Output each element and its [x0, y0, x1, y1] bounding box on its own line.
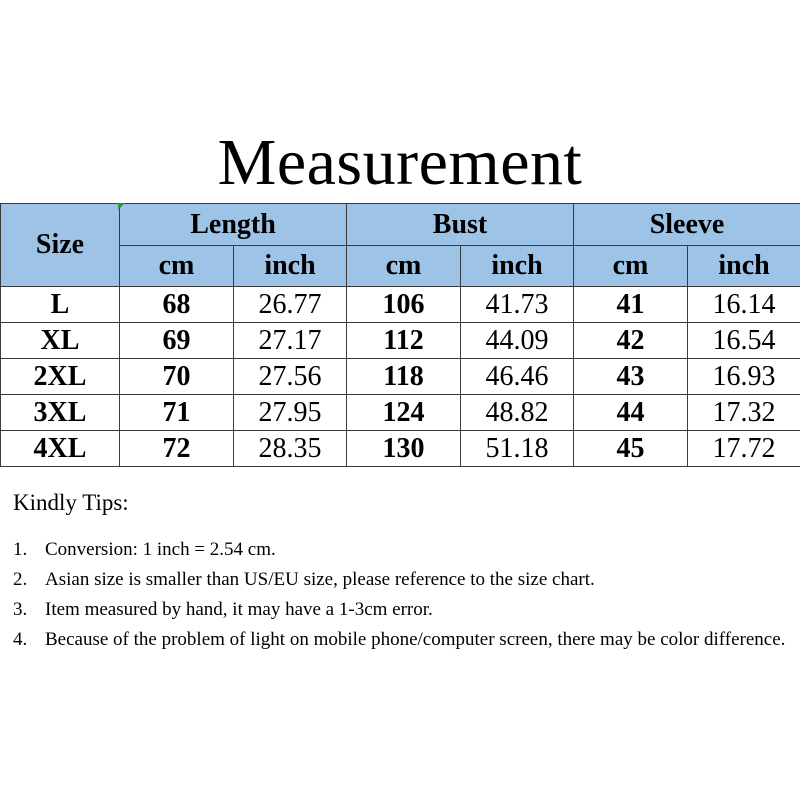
- length-cm-cell: 68: [120, 287, 234, 323]
- sleeve-cm-cell: 44: [574, 395, 688, 431]
- sleeve-inch-cell: 17.72: [688, 431, 800, 467]
- length-cm-cell: 72: [120, 431, 234, 467]
- header-row-units: [1, 246, 800, 287]
- unit-header: cm: [574, 246, 688, 287]
- bust-inch-cell: 48.82: [461, 395, 574, 431]
- bust-cm-cell: 124: [347, 395, 461, 431]
- size-cell: XL: [1, 323, 120, 359]
- bust-inch-cell: 51.18: [461, 431, 574, 467]
- sleeve-inch-cell: 16.54: [688, 323, 800, 359]
- bust-cm-cell: 118: [347, 359, 461, 395]
- header-bust: Bust: [347, 204, 574, 246]
- list-item: [13, 565, 788, 595]
- size-cell: 3XL: [1, 395, 120, 431]
- size-cell: L: [1, 287, 120, 323]
- table-row: [1, 395, 800, 431]
- list-item-text: Asian size is smaller than US/EU size, please reference to the size chart.: [45, 569, 595, 590]
- list-item-text: Item measured by hand, it may have a 1-3cm error.: [45, 599, 433, 620]
- unit-header: cm: [347, 246, 461, 287]
- length-inch-cell: 27.17: [234, 323, 347, 359]
- sleeve-cm-cell: 41: [574, 287, 688, 323]
- list-item-number: 2.: [13, 569, 28, 590]
- length-inch-cell: 28.35: [234, 431, 347, 467]
- sleeve-inch-cell: 17.32: [688, 395, 800, 431]
- list-item-number: 1.: [13, 539, 28, 560]
- length-cm-cell: 71: [120, 395, 234, 431]
- bust-inch-cell: 46.46: [461, 359, 574, 395]
- sleeve-cm-cell: 45: [574, 431, 688, 467]
- list-item: [13, 535, 788, 565]
- bust-cm-cell: 106: [347, 287, 461, 323]
- cell-corner-marker: [118, 203, 125, 210]
- length-cm-cell: 70: [120, 359, 234, 395]
- unit-header: inch: [688, 246, 800, 287]
- size-cell: 4XL: [1, 431, 120, 467]
- page-title: Measurement: [217, 126, 583, 199]
- bust-cm-cell: 130: [347, 431, 461, 467]
- list-item: [13, 595, 788, 625]
- header-length: Length: [120, 204, 347, 246]
- unit-header: inch: [234, 246, 347, 287]
- size-chart-table: [0, 203, 800, 467]
- table-row: [1, 431, 800, 467]
- length-inch-cell: 27.56: [234, 359, 347, 395]
- bust-inch-cell: 41.73: [461, 287, 574, 323]
- unit-header: cm: [120, 246, 234, 287]
- tips-title: Kindly Tips:: [13, 490, 129, 515]
- length-cm-cell: 69: [120, 323, 234, 359]
- size-cell: 2XL: [1, 359, 120, 395]
- list-item-text: Conversion: 1 inch = 2.54 cm.: [45, 539, 276, 560]
- length-inch-cell: 26.77: [234, 287, 347, 323]
- bust-inch-cell: 44.09: [461, 323, 574, 359]
- table-row: [1, 359, 800, 395]
- bust-cm-cell: 112: [347, 323, 461, 359]
- table-row: [1, 287, 800, 323]
- table-row: [1, 323, 800, 359]
- sleeve-cm-cell: 42: [574, 323, 688, 359]
- list-item: [13, 625, 788, 655]
- header-sleeve: Sleeve: [574, 204, 800, 246]
- list-item-text: Because of the problem of light on mobile phone/computer screen, there may be color difference.: [45, 629, 786, 650]
- sleeve-inch-cell: 16.93: [688, 359, 800, 395]
- list-item-number: 3.: [13, 599, 28, 620]
- unit-header: inch: [461, 246, 574, 287]
- sleeve-inch-cell: 16.14: [688, 287, 800, 323]
- tips-list: [13, 535, 788, 655]
- list-item-number: 4.: [13, 629, 28, 650]
- length-inch-cell: 27.95: [234, 395, 347, 431]
- sleeve-cm-cell: 43: [574, 359, 688, 395]
- header-size: Size: [1, 204, 120, 287]
